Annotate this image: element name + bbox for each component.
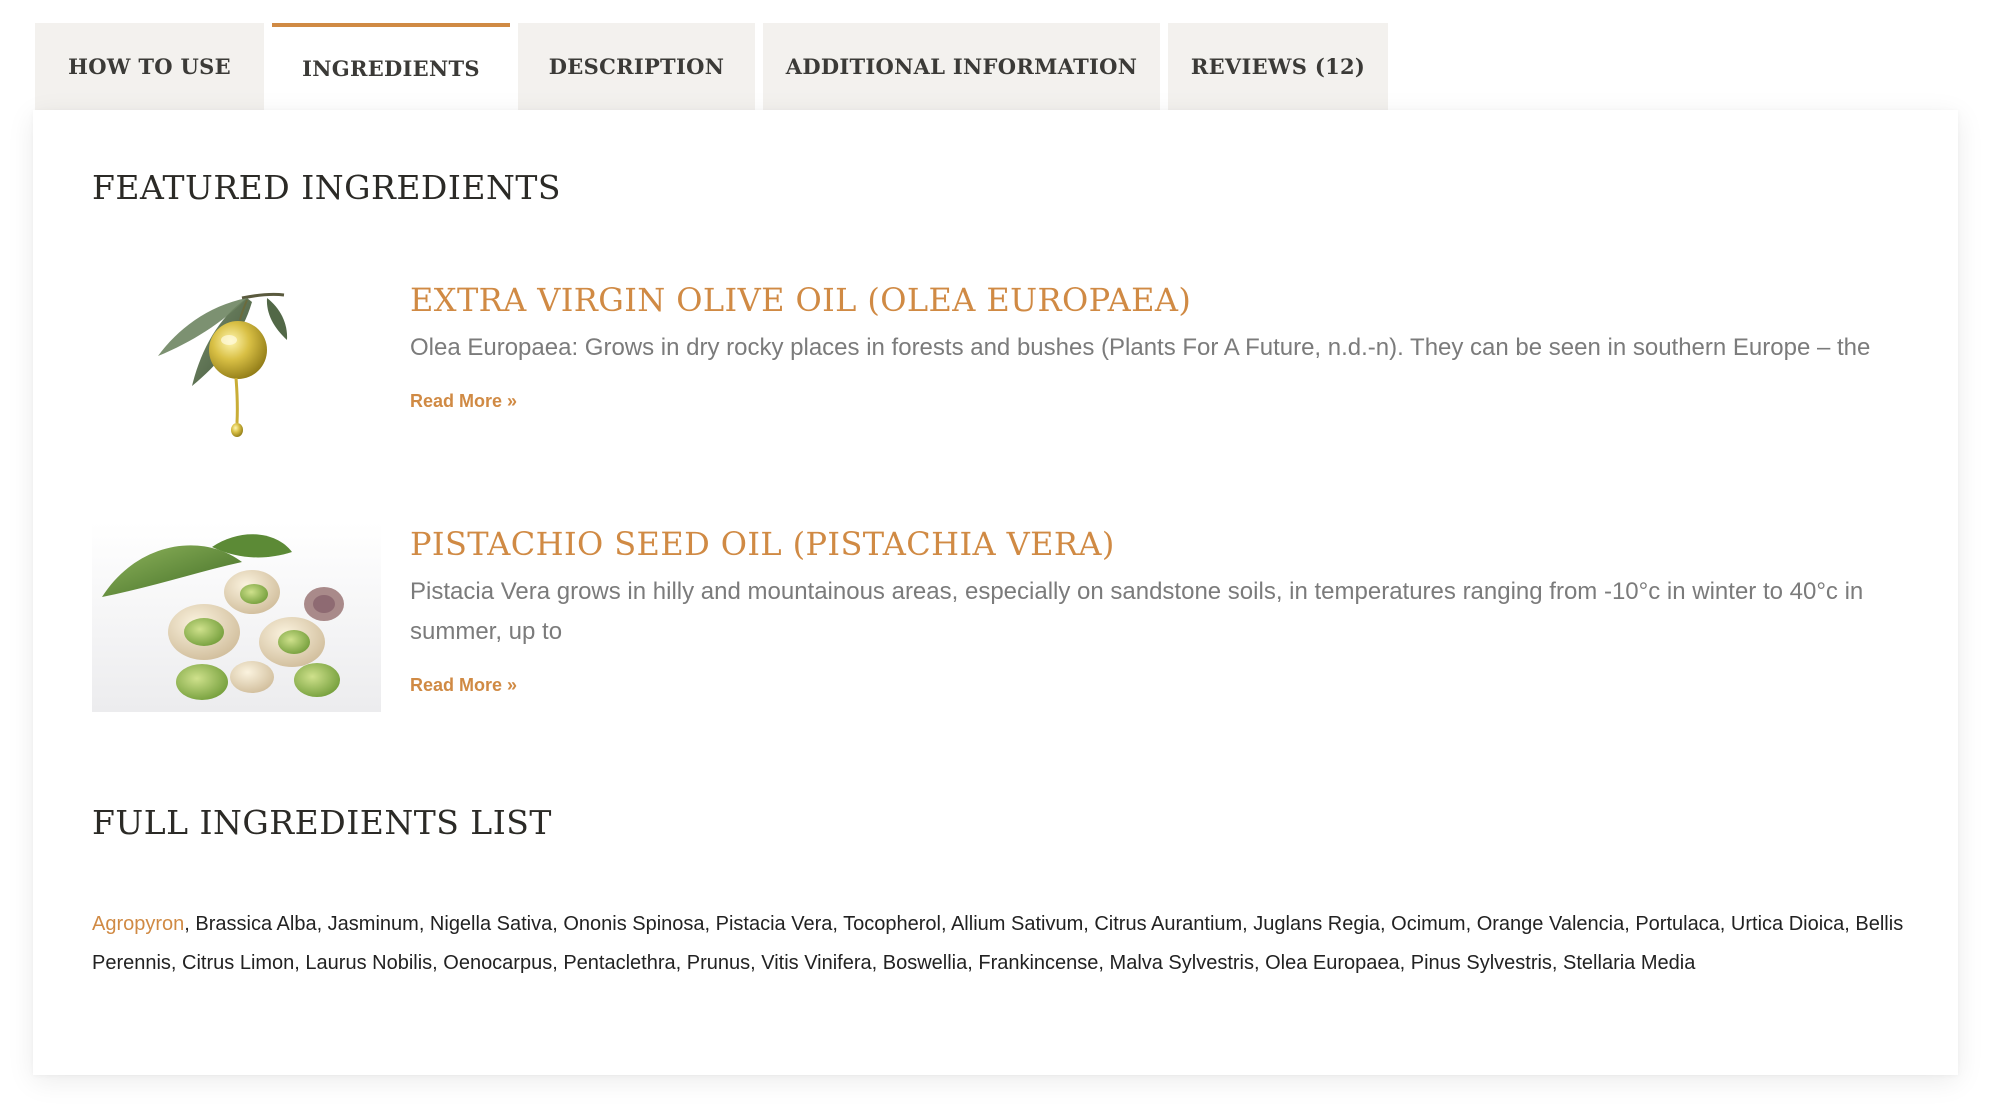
- pistachio-nuts-image: [92, 522, 381, 712]
- ingredient-content: [410, 278, 1910, 412]
- tab-how-to-use[interactable]: HOW TO USE: [35, 23, 264, 110]
- read-more-link[interactable]: Read More »: [410, 675, 518, 695]
- ingredient-title-link[interactable]: EXTRA VIRGIN OLIVE OIL (OLEA EUROPAEA): [410, 281, 1192, 319]
- ingredients-list-text: , Brassica Alba, Jasminum, Nigella Sativa, Ononis Spinosa, Pistacia Vera, Tocopherol, Allium Sativum, Citrus Aurantium, Juglans Regia, Ocimum, Orange Valencia, Portulaca, Urtica Dioica, Bellis Perennis, Citrus Limon, Laurus Nobilis, Oenocarpus, Pentaclethra, Prunus, Vitis Vinifera, Boswellia, Frankincense, Malva Sylvestris, Olea Europaea, Pinus Sylvestris, Stellaria Media: [92, 913, 1904, 974]
- read-more-link[interactable]: Read More »: [410, 391, 518, 411]
- tab-ingredients[interactable]: INGREDIENTS: [272, 23, 510, 110]
- product-tabs: [35, 23, 1388, 110]
- ingredient-title-link[interactable]: PISTACHIO SEED OIL (PISTACHIA VERA): [410, 525, 1115, 563]
- ingredient-excerpt: Pistacia Vera grows in hilly and mountainous areas, especially on sandstone soils, in temperatures ranging from -10°c in winter to 40°c in summer, up to: [410, 578, 1864, 645]
- tab-description[interactable]: DESCRIPTION: [518, 23, 755, 110]
- full-ingredients-list: [92, 905, 1937, 983]
- olive-oil-drop-image: [92, 278, 381, 468]
- tab-reviews[interactable]: REVIEWS (12): [1168, 23, 1388, 110]
- ingredients-panel: [33, 110, 1958, 1075]
- full-ingredients-heading: FULL INGREDIENTS LIST: [92, 803, 552, 842]
- ingredient-content: [410, 522, 1910, 696]
- featured-ingredients-heading: FEATURED INGREDIENTS: [92, 168, 562, 207]
- ingredient-link-agropyron[interactable]: Agropyron: [92, 913, 185, 935]
- tab-additional-information[interactable]: ADDITIONAL INFORMATION: [763, 23, 1160, 110]
- ingredient-excerpt: Olea Europaea: Grows in dry rocky places in forests and bushes (Plants For A Future, n.d.-n). They can be seen in southern Europe – the: [410, 334, 1871, 361]
